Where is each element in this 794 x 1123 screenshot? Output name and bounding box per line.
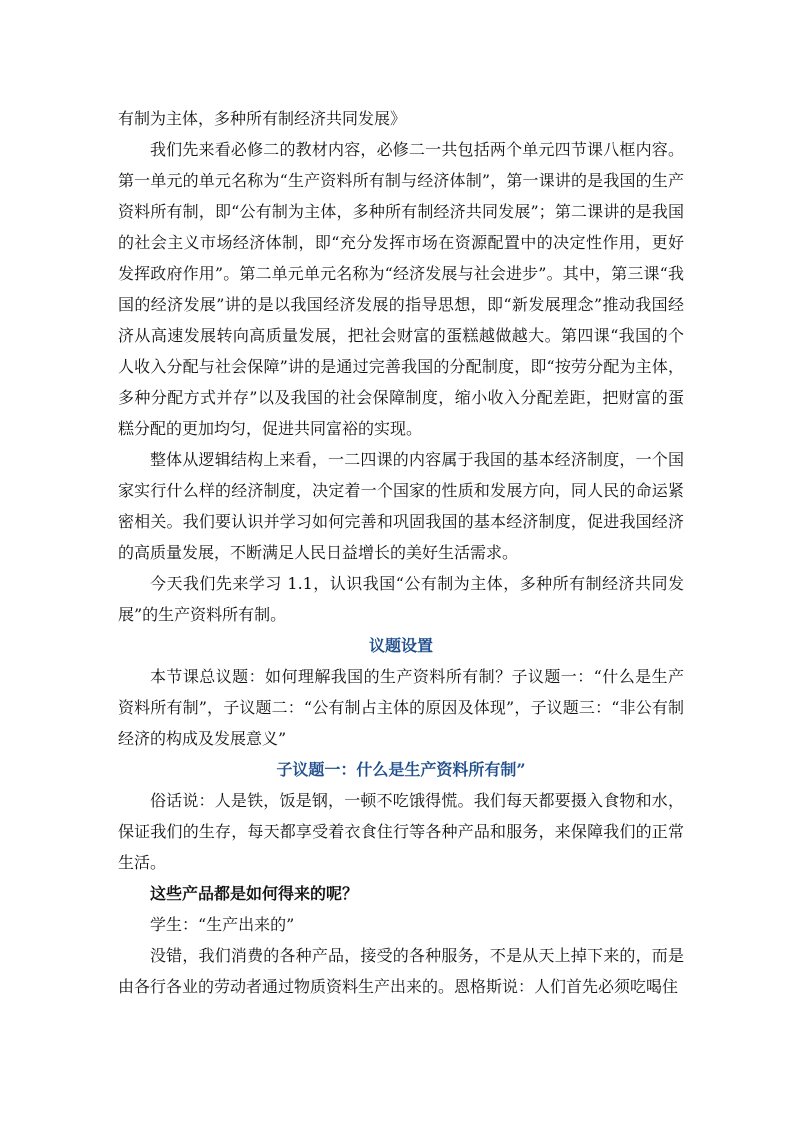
paragraph-question: 这些产品都是如何得来的呢？ [150,884,359,903]
paragraph-student-answer: 学生：“生产出来的” [150,915,295,934]
section-heading-topic-setting: 议题设置 [368,636,433,655]
document-page [118,103,684,1002]
paragraph-logic-structure: 整体从逻辑结构上来看，一二四课的内容属于我国的基本经济制度，一个国家实行什么样的经济制度，决定着一个国家的性质和发展方向，同人民的命运紧密相关。我们要认识并学习如何完善和巩固我国的基本经济制度，促进我国经济的高质量发展，不断满足人民日益增长的美好生活需求。 [118,450,684,562]
paragraph-explanation: 没错，我们消费的各种产品，接受的各种服务，不是从天上掉下来的，而是由各行各业的劳动者通过物质资料生产出来的。恩格斯说：人们首先必须吃喝住 [118,946,684,996]
paragraph-continuation: 有制为主体，多种所有制经济共同发展》 [118,109,407,128]
paragraph-textbook-overview: 我们先来看必修二的教材内容，必修二一共包括两个单元四节课八框内容。第一单元的单元名称为“生产资料所有制与经济体制”，第一课讲的是我国的生产资料所有制，即“公有制为主体，多种所有制经济共同发展”；第二课讲的是我国的社会主义市场经济体制，即“充分发挥市场在资源配置中的决定性作用，更好发挥政府作用”。第二单元单元名称为“经济发展与社会进步”。其中，第三课“我国的经济发展”讲的是以我国经济发展的指导思想，即“新发展理念”推动我国经济从高速发展转向高质量发展，把社会财富的蛋糕越做越大。第四课“我国的个人收入分配与社会保障”讲的是通过完善我国的分配制度，即“按劳分配为主体，多种分配方式并存”以及我国的社会保障制度，缩小收入分配差距，把财富的蛋糕分配的更加均匀，促进共同富裕的实现。 [118,140,684,438]
paragraph-proverb: 俗话说：人是铁，饭是钢，一顿不吃饿得慌。我们每天都要摄入食物和水，保证我们的生存，每天都享受着衣食住行等各种产品和服务，来保障我们的正常生活。 [118,791,684,872]
section-heading-subtopic-one: 子议题一：什么是生产资料所有制” [276,760,526,779]
paragraph-today-topic: 今天我们先来学习 1.1，认识我国“公有制为主体，多种所有制经济共同发展”的生产资料所有制。 [118,574,684,624]
paragraph-topics: 本节课总议题：如何理解我国的生产资料所有制？子议题一：“什么是生产资料所有制”，子议题二：“公有制占主体的原因及体现”，子议题三：“非公有制经济的构成及发展意义” [118,667,684,748]
